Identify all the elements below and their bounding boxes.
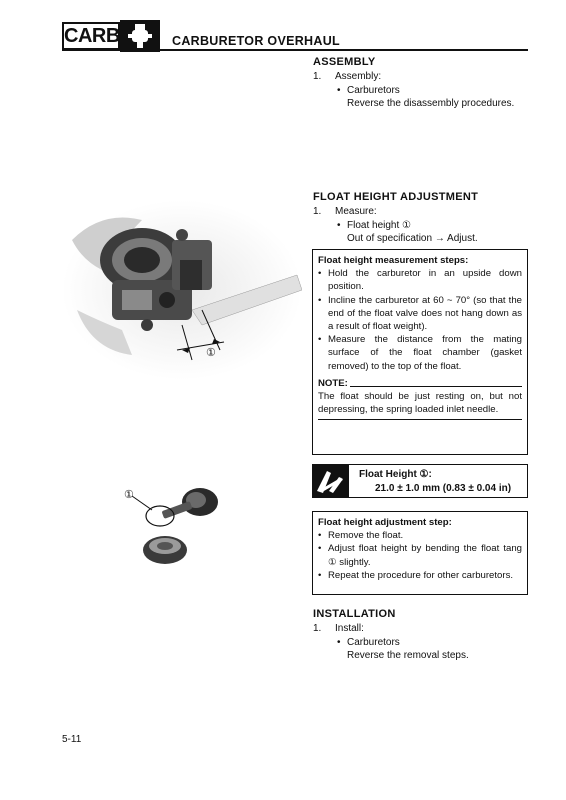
float-height-detail: Out of specification → Adjust. [347,233,478,244]
assembly-item-text: Carburetors [347,85,400,96]
installation-item [337,636,400,649]
photo-callout-top: ① [206,347,216,359]
note-text: The float should be just resting on, but not depressing, the spring loaded inlet needle. [318,391,522,416]
page-title: CARBURETOR OVERHAUL [172,34,340,48]
float-height-heading: FLOAT HEIGHT ADJUSTMENT [313,191,479,203]
assembly-step-num: 1. [313,71,322,82]
float-tang-photo [110,470,230,580]
installation-detail: Reverse the removal steps. [347,650,469,661]
adjustment-step: • Remove the float. [318,529,522,542]
note-label: NOTE: [318,377,348,389]
note-rule [350,386,522,387]
adjustment-steps-box [312,511,528,595]
section-badge: CARB [62,22,120,50]
measurement-box-title: Float height measurement steps: [318,255,469,266]
note-bottom-rule [318,419,522,420]
photo-callout-bottom: ① [124,489,134,501]
measurement-steps-box [312,249,528,455]
note-header [318,377,522,390]
installation-step-label: Install: [335,623,364,634]
adjustment-step: • Adjust float height by bending the float tang ① slightly. [318,542,522,568]
float-height-step-num: 1. [313,206,322,217]
adjustment-step: • Repeat the procedure for other carburetors. [318,569,522,582]
carburetor-measurement-photo [62,200,302,380]
header-rule [62,49,528,51]
spec-box [312,464,528,498]
assembly-item [337,84,400,97]
installation-heading: INSTALLATION [313,608,396,620]
assembly-heading: ASSEMBLY [313,56,376,68]
adjustment-box-title: Float height adjustment step: [318,517,452,528]
carburetor-icon [120,20,160,52]
measurement-step: • Measure the distance from the mating surface of the float chamber (gasket removed) to the top of the float. [318,333,522,373]
float-height-item-text: Float height ① [347,220,411,231]
assembly-detail: Reverse the disassembly procedures. [347,98,515,109]
measurement-step: • Hold the carburetor in an upside down position. [318,267,522,293]
spec-value: 21.0 ± 1.0 mm (0.83 ± 0.04 in) [375,483,512,494]
spec-label: Float Height ①: [359,469,432,480]
page-number: 5-11 [62,734,82,745]
assembly-step-label: Assembly: [335,71,382,82]
installation-step-num: 1. [313,623,322,634]
measurement-step: • Incline the carburetor at 60 ~ 70° (so that the end of the float valve does not hang down as a result of float weight). [318,294,522,334]
float-height-step-label: Measure: [335,206,377,217]
installation-item-text: Carburetors [347,637,400,648]
float-height-item [337,219,411,232]
caliper-icon [313,465,349,497]
